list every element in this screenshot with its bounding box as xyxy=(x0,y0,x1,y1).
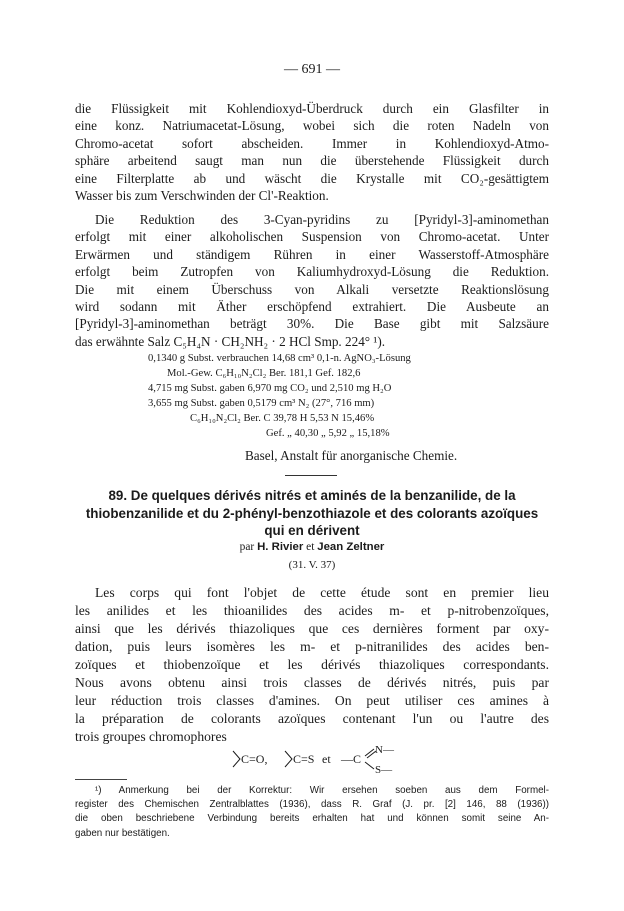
title-line: qui en dérivent xyxy=(264,523,360,538)
author-name: H. Rivier xyxy=(257,541,304,553)
section-divider xyxy=(285,475,337,476)
paragraph-line: Wasser bis zum Verschwinden der Cl'-Reaktion. xyxy=(75,188,329,204)
paragraph-line: das erwähnte Salz C₅H₄N · CH₂NH₂ · 2 HCl Smp. 224° ¹). xyxy=(75,333,386,349)
authors-conjunction: et xyxy=(306,541,315,553)
paragraph-line: [Pyridyl-3]-aminomethan beträgt 30%. Die Base gibt mit Salzsäure xyxy=(75,316,549,332)
paragraph-line: Erwärmen und ständigem Rühren in einer Wasserstoff-Atmosphäre xyxy=(75,246,549,262)
chromophore-sulfur: S— xyxy=(375,764,393,774)
paragraph-line: sphäre arbeitend saugt man nun die überstehende Flüssigkeit durch xyxy=(75,153,549,169)
footnote-divider xyxy=(75,779,127,780)
footnote-line: ¹) Anmerkung bei der Korrektur: Wir ersehen soeben aus dem Formel- xyxy=(95,785,549,796)
footnote xyxy=(75,784,549,841)
paragraph-line: trois groupes chromophores xyxy=(75,729,227,744)
paragraph-2 xyxy=(75,211,549,350)
chromophore-formula xyxy=(231,744,401,774)
chromophore-thiocarbonyl: C=S xyxy=(293,752,315,766)
paragraph-line: leur réduction trois classes d'amines. On peut utiliser ces amines à xyxy=(75,693,549,708)
paragraph-line: eine konz. Natriumacetat-Lösung, wobei sich die roten Nadeln von xyxy=(75,118,549,134)
signoff: Basel, Anstalt für anorganische Chemie. xyxy=(245,448,458,463)
paragraph-line: erfolgt mit einer alkoholischen Suspension von Chromo-acetat. Unter xyxy=(75,229,549,245)
formula-conjunction: et xyxy=(322,752,331,766)
chromophore-carbon: —C xyxy=(341,752,362,766)
paragraph-1 xyxy=(75,100,549,204)
paragraph-line: Die Reduktion des 3-Cyan-pyridins zu [Pyridyl-3]-aminomethan xyxy=(95,212,549,227)
bond-lines xyxy=(285,751,292,767)
paragraph-line: wird sodann mit Äther erschöpfend extrahiert. Die Ausbeute an xyxy=(75,299,549,315)
footnote-line: register des Chemischen Zentralblattes (1936), dass R. Graf (J. pr. [2] 146, 88 (1936)) xyxy=(75,799,549,811)
footnote-line: die oben beschriebene Verbindung bereits erhalten hat und können somit seine An- xyxy=(75,813,549,825)
paragraph-line: Les corps qui font l'objet de cette étude sont en premier lieu xyxy=(95,585,549,600)
paragraph-3 xyxy=(75,584,549,746)
paragraph-line: la préparation de colorants azoïques contenant l'un ou l'autre des xyxy=(75,711,549,726)
analysis-line: Gef. „ 40,30 „ 5,92 „ 15,18% xyxy=(266,428,390,439)
paragraph-line: Nous avons obtenu ainsi trois classes de dérivés nitrés, puis par xyxy=(75,675,549,690)
paragraph-line: Die mit einem Überschuss von Alkali versetzte Reaktionslösung xyxy=(75,281,549,297)
title-line: 89. De quelques dérivés nitrés et aminés de la benzanilide, de la xyxy=(108,488,516,503)
page-number: — 691 — xyxy=(284,62,340,77)
title-line: thiobenzanilide et du 2-phényl-benzothiazole et des colorants azoïques xyxy=(85,505,539,521)
bond-line xyxy=(365,762,374,769)
bond-lines xyxy=(233,751,240,767)
article-title xyxy=(75,487,549,540)
authors-prefix: par xyxy=(239,541,255,553)
bond-line xyxy=(365,749,374,756)
authors xyxy=(0,541,624,553)
analysis-line: Mol.-Gew. C₆H₁₀N₂Cl₂ Ber. 181,1 Gef. 182,6 xyxy=(167,368,361,379)
analysis-line: 0,1340 g Subst. verbrauchen 14,68 cm³ 0,1-n. AgNO₃-Lösung xyxy=(148,353,411,364)
paragraph-line: zoïques et thiobenzoïque et les dérivés thiazoliques correspondants. xyxy=(75,657,549,672)
analysis-line: 4,715 mg Subst. gaben 6,970 mg CO₂ und 2,510 mg H₂O xyxy=(148,383,392,394)
analysis-line: C₆H₁₀N₂Cl₂ Ber. C 39,78 H 5,53 N 15,46% xyxy=(190,413,375,424)
paragraph-line: les anilides et les thioanilides des acides m- et p-nitrobenzoïques, xyxy=(75,603,549,618)
author-name: Jean Zeltner xyxy=(317,541,385,553)
paragraph-line: die Flüssigkeit mit Kohlendioxyd-Überdruck durch ein Glasfilter in xyxy=(75,101,549,116)
formula-drawing xyxy=(231,744,401,774)
footnote-line: gaben nur bestätigen. xyxy=(75,827,170,839)
chromophore-nitrogen: N— xyxy=(375,744,394,756)
analysis-line: 3,655 mg Subst. gaben 0,5179 cm³ N₂ (27°, 716 mm) xyxy=(148,398,375,409)
paragraph-line: erfolgt beim Zutropfen von Kaliumhydroxyd-Lösung die Reduktion. xyxy=(75,264,549,280)
received-date: (31. V. 37) xyxy=(288,559,336,571)
paragraph-line: dation, puis leurs isomères les m- et p-nitranilides des acides ben- xyxy=(75,639,549,654)
paragraph-line: Chromo-acetat sofort abscheiden. Immer in Kohlendioxyd-Atmo- xyxy=(75,135,549,151)
paragraph-line: ainsi que les dérivés thiazoliques que ces dernières forment par oxy- xyxy=(75,621,549,636)
chromophore-carbonyl: C=O, xyxy=(241,752,268,766)
paragraph-line: eine Filterplatte ab und wäscht die Krystalle mit CO₂-gesättigtem xyxy=(75,170,549,186)
